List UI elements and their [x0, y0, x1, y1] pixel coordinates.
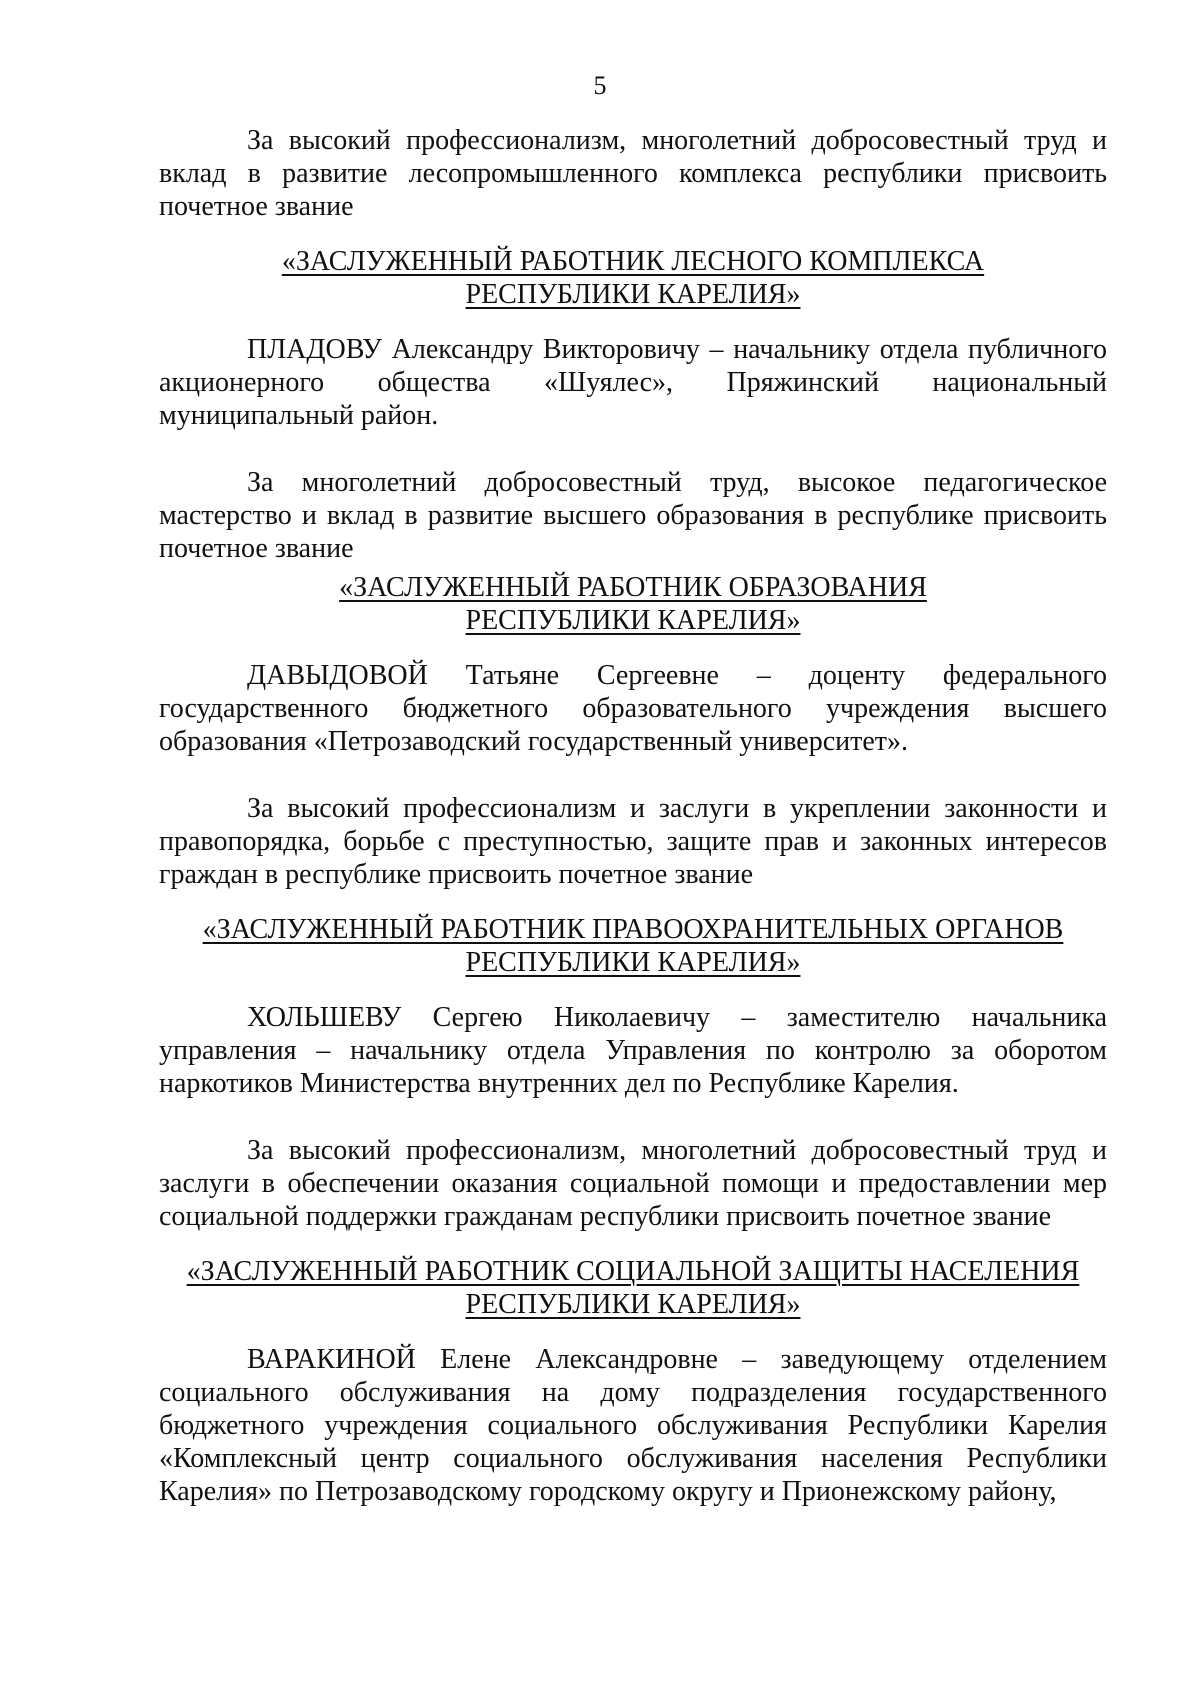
award-title-social-line1: «ЗАСЛУЖЕННЫЙ РАБОТНИК СОЦИАЛЬНОЙ ЗАЩИТЫ НАСЕЛЕНИЯ — [186, 1256, 1080, 1287]
award-intro-education: За многолетний добросовестный труд, высокое педагогическое мастерство и вклад в развитие высшего образования в республике присвоить почетное звание — [159, 467, 1107, 564]
award-title-forest — [159, 245, 1107, 311]
awardee-forest: ПЛАДОВУ Александру Викторовичу – начальнику отдела публичного акционерного общества «Шуялес», Пряжинский национальный муниципальный район. — [159, 334, 1107, 431]
award-intro-law-enforcement: За высокий профессионализм и заслуги в укреплении законности и правопорядка, борьбе с преступностью, защите прав и законных интересов граждан в республике присвоить почетное звание — [159, 793, 1107, 890]
page-number: 5 — [593, 71, 607, 100]
award-title-education-line2: РЕСПУБЛИКИ КАРЕЛИЯ» — [465, 605, 801, 636]
awardee-social: ВАРАКИНОЙ Елене Александровне – заведующему отделением социального обслуживания на дому подразделения государственного бюджетного учреждения социального обслуживания Республики Карелия «Комплексный центр социального обслуживания населения Республики Карелия» по Петрозаводскому городскому округу и Прионежскому району, — [159, 1344, 1107, 1507]
award-title-forest-line2: РЕСПУБЛИКИ КАРЕЛИЯ» — [465, 279, 801, 310]
award-title-social — [159, 1255, 1107, 1321]
award-title-education-line1: «ЗАСЛУЖЕННЫЙ РАБОТНИК ОБРАЗОВАНИЯ — [339, 572, 927, 603]
awardee-education: ДАВЫДОВОЙ Татьяне Сергеевне – доценту федерального государственного бюджетного образовательного учреждения высшего образования «Петрозаводский государственный университет». — [159, 660, 1107, 757]
award-intro-social: За высокий профессионализм, многолетний добросовестный труд и заслуги в обеспечении оказания социальной помощи и предоставлении мер социальной поддержки гражданам республики присвоить почетное звание — [159, 1135, 1107, 1232]
award-title-social-line2: РЕСПУБЛИКИ КАРЕЛИЯ» — [465, 1289, 801, 1320]
award-title-education — [159, 571, 1107, 637]
award-title-forest-line1: «ЗАСЛУЖЕННЫЙ РАБОТНИК ЛЕСНОГО КОМПЛЕКСА — [281, 246, 985, 277]
awardee-law-enforcement: ХОЛЬШЕВУ Сергею Николаевичу – заместителю начальника управления – начальнику отдела Управления по контролю за оборотом наркотиков Министерства внутренних дел по Республике Карелия. — [159, 1002, 1107, 1099]
award-title-law-enforcement-line1: «ЗАСЛУЖЕННЫЙ РАБОТНИК ПРАВООХРАНИТЕЛЬНЫХ ОРГАНОВ — [202, 914, 1064, 945]
award-title-law-enforcement-line2: РЕСПУБЛИКИ КАРЕЛИЯ» — [465, 947, 801, 978]
document-body — [159, 124, 1107, 1508]
award-title-law-enforcement — [159, 913, 1107, 979]
award-intro-forest: За высокий профессионализм, многолетний добросовестный труд и вклад в развитие лесопромышленного комплекса республики присвоить почетное звание — [159, 125, 1107, 222]
